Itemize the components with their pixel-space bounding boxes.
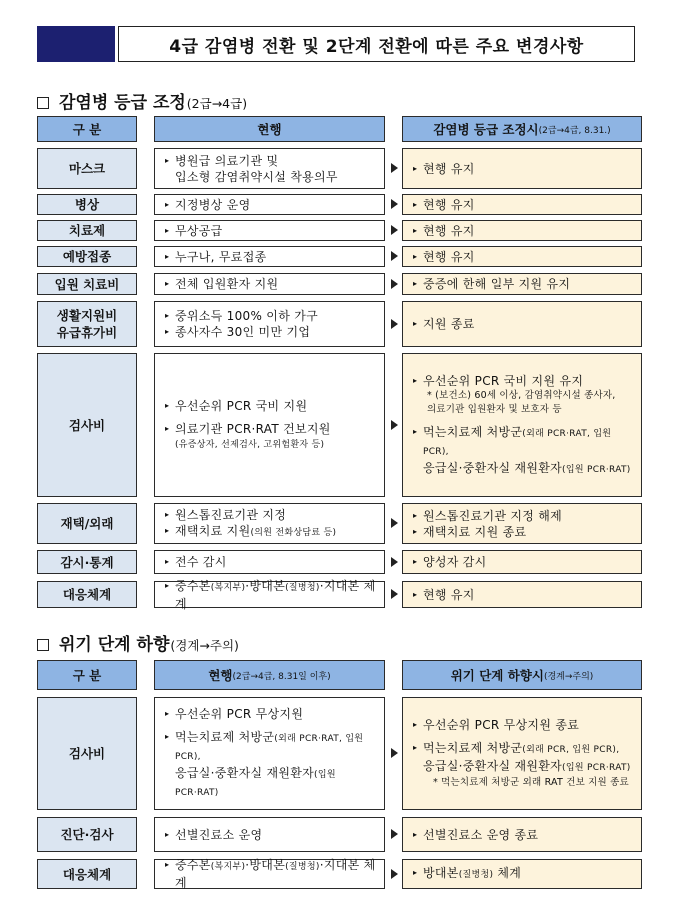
arrow-icon	[389, 829, 399, 839]
row-label-mask: 마스크	[37, 148, 137, 189]
section1-heading	[37, 88, 247, 113]
s2-row-change-response-system: ▸ 방대본(질병청) 체계	[402, 859, 642, 889]
row-label-test-cost: 검사비	[37, 353, 137, 497]
row-current-home-care: ▸ 원스톱진료기관 지정 ▸ 재택치료 지원(의원 전화상담료 등)	[154, 503, 385, 544]
row-current-living-support: ▸ 중위소득 100% 이하 가구 ▸ 종사자수 30인 미만 기업	[154, 301, 385, 347]
row-current-mask: ▸ 병원급 의료기관 및 입소형 감염취약시설 착용의무	[154, 148, 385, 189]
section2-heading-sub: (경계→주의)	[170, 638, 239, 653]
row-label-beds: 병상	[37, 194, 137, 215]
s2-row-current-test-cost: ▸ 우선순위 PCR 무상지원 ▸ 먹는치료제 처방군(외래 PCR·RAT, 입원 PCR), 응급실·중환자실 재원환자(입원 PCR·RAT)	[154, 697, 385, 810]
row-change-home-care: ▸ 원스톱진료기관 지정 해제 ▸ 재택치료 지원 종료	[402, 503, 642, 544]
s2-row-current-response-system: ▸ 중수본(복지부)·방대본(질병청)·지대본 체계	[154, 859, 385, 889]
row-current-surveillance: ▸ 전수 감시	[154, 550, 385, 574]
row-current-test-cost: ▸ 우선순위 PCR 국비 지원 ▸ 의료기관 PCR·RAT 건보지원 (유증상자, 선제검사, 고위험환자 등)	[154, 353, 385, 497]
arrow-icon	[389, 589, 399, 599]
checkbox-square-icon	[37, 97, 49, 109]
row-change-response-system: ▸ 현행 유지	[402, 581, 642, 608]
section2-heading	[37, 630, 239, 655]
s2-row-label-response-system: 대응체계	[37, 859, 137, 889]
row-current-beds: ▸ 지정병상 운영	[154, 194, 385, 215]
arrow-icon	[389, 279, 399, 289]
s2-row-label-screening: 진단·검사	[37, 817, 137, 852]
arrow-icon	[389, 869, 399, 879]
row-current-response-system: ▸ 중수본(복지부)·방대본(질병청)·지대본 체계	[154, 581, 385, 608]
arrow-icon	[389, 225, 399, 235]
s2-header-current: 현행 (2급→4급, 8.31일 이후)	[154, 660, 385, 690]
row-change-beds: ▸ 현행 유지	[402, 194, 642, 215]
page-title: 4급 감염병 전환 및 2단계 전환에 따른 주요 변경사항	[118, 26, 635, 62]
arrow-icon	[389, 420, 399, 430]
row-label-living-support: 생활지원비 유급휴가비	[37, 301, 137, 347]
row-label-medicine: 치료제	[37, 220, 137, 241]
row-label-home-care: 재택/외래	[37, 503, 137, 544]
arrow-icon	[389, 518, 399, 528]
row-label-hospitalization: 입원 치료비	[37, 273, 137, 295]
s2-row-change-test-cost: ▸ 우선순위 PCR 무상지원 종료 ▸ 먹는치료제 처방군(외래 PCR, 입원 PCR), 응급실·중환자실 재원환자(입원 PCR·RAT) * 먹는치료제 처방군 외래 RAT 건보 지원 종료	[402, 697, 642, 810]
row-change-medicine: ▸ 현행 유지	[402, 220, 642, 241]
s1-header-change: 감염병 등급 조정시 (2급→4급, 8.31.)	[402, 116, 642, 142]
checkbox-square-icon	[37, 639, 49, 651]
row-change-test-cost: ▸ 우선순위 PCR 국비 지원 유지 * (보건소) 60세 이상, 감염취약시설 종사자, 의료기관 입원환자 및 보호자 등 ▸ 먹는치료제 처방군(외래 PCR·RAT, 입원 PCR), 응급실·중환자실 재원환자(입원 PCR·RAT)	[402, 353, 642, 497]
row-change-living-support: ▸ 지원 종료	[402, 301, 642, 347]
row-current-vaccination: ▸ 누구나, 무료접종	[154, 246, 385, 267]
row-label-response-system: 대응체계	[37, 581, 137, 608]
arrow-icon	[389, 199, 399, 209]
row-change-vaccination: ▸ 현행 유지	[402, 246, 642, 267]
row-change-surveillance: ▸ 양성자 감시	[402, 550, 642, 574]
s2-header-category: 구 분	[37, 660, 137, 690]
arrow-icon	[389, 251, 399, 261]
s1-header-current: 현행	[154, 116, 385, 142]
s2-header-change: 위기 단계 하향시 (경계→주의)	[402, 660, 642, 690]
row-current-hospitalization: ▸ 전체 입원환자 지원	[154, 273, 385, 295]
section2-heading-text: 위기 단계 하향	[59, 635, 170, 655]
s1-header-category: 구 분	[37, 116, 137, 142]
s2-row-label-test-cost: 검사비	[37, 697, 137, 810]
title-banner	[37, 26, 635, 62]
row-label-vaccination: 예방접종	[37, 246, 137, 267]
section1-heading-text: 감염병 등급 조정	[59, 93, 186, 113]
row-change-hospitalization: ▸ 중증에 한해 일부 지원 유지	[402, 273, 642, 295]
s2-row-change-screening: ▸ 선별진료소 운영 종료	[402, 817, 642, 852]
s2-row-current-screening: ▸ 선별진료소 운영	[154, 817, 385, 852]
arrow-icon	[389, 163, 399, 173]
row-current-medicine: ▸ 무상공급	[154, 220, 385, 241]
section1-heading-sub: (2급→4급)	[186, 96, 248, 111]
arrow-icon	[389, 748, 399, 758]
title-accent-block	[37, 26, 115, 62]
row-change-mask: ▸ 현행 유지	[402, 148, 642, 189]
arrow-icon	[389, 319, 399, 329]
row-label-surveillance: 감시·통계	[37, 550, 137, 574]
arrow-icon	[389, 557, 399, 567]
